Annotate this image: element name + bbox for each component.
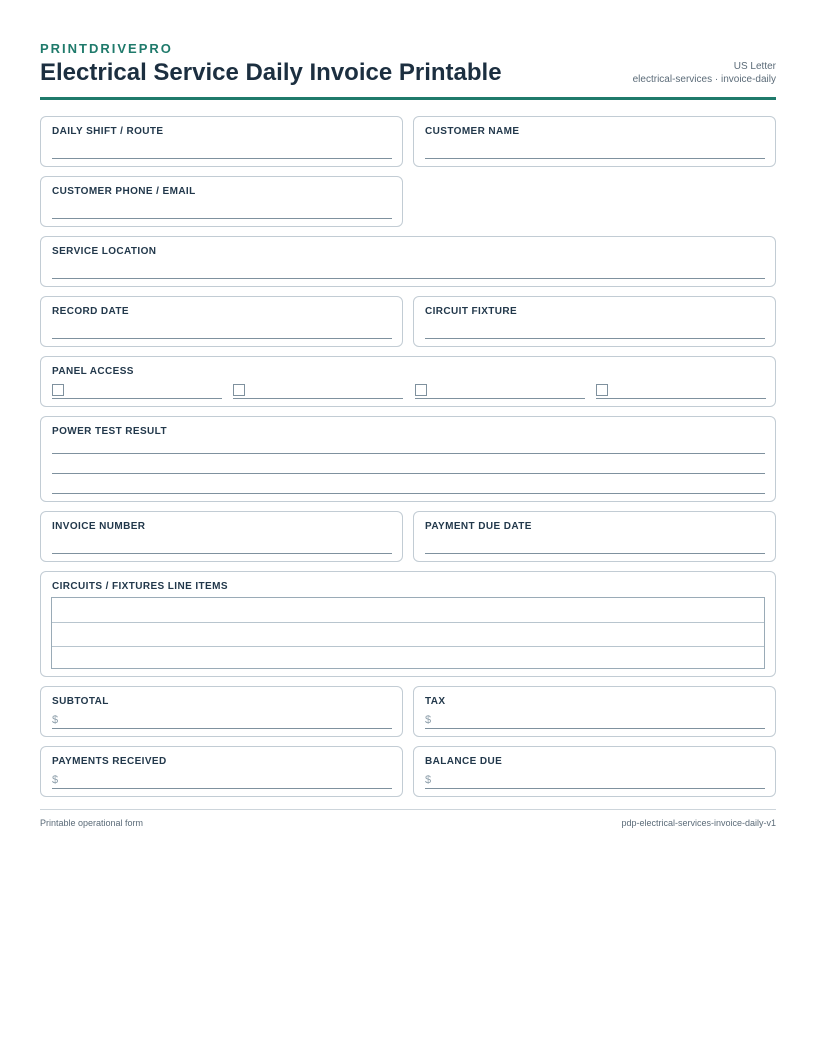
line-items-label: CIRCUITS / FIXTURES LINE ITEMS bbox=[52, 581, 228, 592]
power-test-line-1 bbox=[52, 453, 765, 454]
checkbox[interactable] bbox=[415, 384, 427, 396]
tax-field[interactable] bbox=[413, 686, 776, 737]
balance-due-label: BALANCE DUE bbox=[425, 756, 503, 767]
customer-name-label: CUSTOMER NAME bbox=[425, 126, 520, 137]
table-row-divider bbox=[52, 646, 764, 647]
document-meta bbox=[633, 60, 776, 86]
currency-symbol: $ bbox=[425, 714, 432, 726]
option-line bbox=[233, 398, 403, 399]
document-slug: electrical-services · invoice-daily bbox=[632, 74, 776, 85]
payment-due-field[interactable] bbox=[413, 511, 776, 562]
customer-contact-field[interactable] bbox=[40, 176, 403, 227]
checkbox[interactable] bbox=[52, 384, 64, 396]
service-location-line bbox=[52, 278, 765, 279]
checkbox[interactable] bbox=[233, 384, 245, 396]
service-location-label: SERVICE LOCATION bbox=[52, 246, 157, 257]
page-title: Electrical Service Daily Invoice Printable bbox=[40, 59, 502, 86]
power-test-line-3 bbox=[52, 493, 765, 494]
paper-size: US Letter bbox=[733, 61, 776, 72]
daily-shift-label: DAILY SHIFT / ROUTE bbox=[52, 126, 164, 137]
subtotal-line bbox=[52, 728, 392, 729]
daily-shift-field[interactable] bbox=[40, 116, 403, 167]
invoice-number-label: INVOICE NUMBER bbox=[52, 521, 146, 532]
currency-symbol: $ bbox=[425, 774, 432, 786]
power-test-label: POWER TEST RESULT bbox=[52, 426, 167, 437]
header-rule bbox=[40, 97, 776, 100]
option-line bbox=[52, 398, 222, 399]
panel-access-field bbox=[40, 356, 776, 407]
panel-access-option-3[interactable] bbox=[415, 384, 585, 398]
circuit-fixture-line bbox=[425, 338, 765, 339]
subtotal-field[interactable] bbox=[40, 686, 403, 737]
power-test-field[interactable] bbox=[40, 416, 776, 502]
line-items-table[interactable] bbox=[51, 597, 765, 669]
panel-access-label: PANEL ACCESS bbox=[52, 366, 134, 377]
invoice-number-field[interactable] bbox=[40, 511, 403, 562]
payments-received-label: PAYMENTS RECEIVED bbox=[52, 756, 167, 767]
footer-rule bbox=[40, 809, 776, 810]
payment-due-label: PAYMENT DUE DATE bbox=[425, 521, 532, 532]
option-line bbox=[596, 398, 766, 399]
customer-contact-line bbox=[52, 218, 392, 219]
record-date-line bbox=[52, 338, 392, 339]
payments-received-line bbox=[52, 788, 392, 789]
customer-name-line bbox=[425, 158, 765, 159]
currency-symbol: $ bbox=[52, 714, 59, 726]
table-row-divider bbox=[52, 622, 764, 623]
circuit-fixture-field[interactable] bbox=[413, 296, 776, 347]
record-date-label: RECORD DATE bbox=[52, 306, 129, 317]
payment-due-line bbox=[425, 553, 765, 554]
panel-access-option-2[interactable] bbox=[233, 384, 403, 398]
customer-name-field[interactable] bbox=[413, 116, 776, 167]
customer-contact-label: CUSTOMER PHONE / EMAIL bbox=[52, 186, 196, 197]
panel-access-option-1[interactable] bbox=[52, 384, 222, 398]
tax-label: TAX bbox=[425, 696, 446, 707]
balance-due-field[interactable] bbox=[413, 746, 776, 797]
balance-due-line bbox=[425, 788, 765, 789]
option-line bbox=[415, 398, 585, 399]
invoice-number-line bbox=[52, 553, 392, 554]
line-items-section bbox=[40, 571, 776, 677]
checkbox[interactable] bbox=[596, 384, 608, 396]
daily-shift-line bbox=[52, 158, 392, 159]
panel-access-option-4[interactable] bbox=[596, 384, 766, 398]
form-id: pdp-electrical-services-invoice-daily-v1 bbox=[621, 818, 776, 828]
brand-wordmark: PRINTDRIVEPRO bbox=[40, 41, 173, 56]
payments-received-field[interactable] bbox=[40, 746, 403, 797]
circuit-fixture-label: CIRCUIT FIXTURE bbox=[425, 306, 518, 317]
service-location-field[interactable] bbox=[40, 236, 776, 287]
currency-symbol: $ bbox=[52, 774, 59, 786]
record-date-field[interactable] bbox=[40, 296, 403, 347]
power-test-line-2 bbox=[52, 473, 765, 474]
subtotal-label: SUBTOTAL bbox=[52, 696, 109, 707]
tax-line bbox=[425, 728, 765, 729]
footer-note: Printable operational form bbox=[40, 818, 144, 828]
